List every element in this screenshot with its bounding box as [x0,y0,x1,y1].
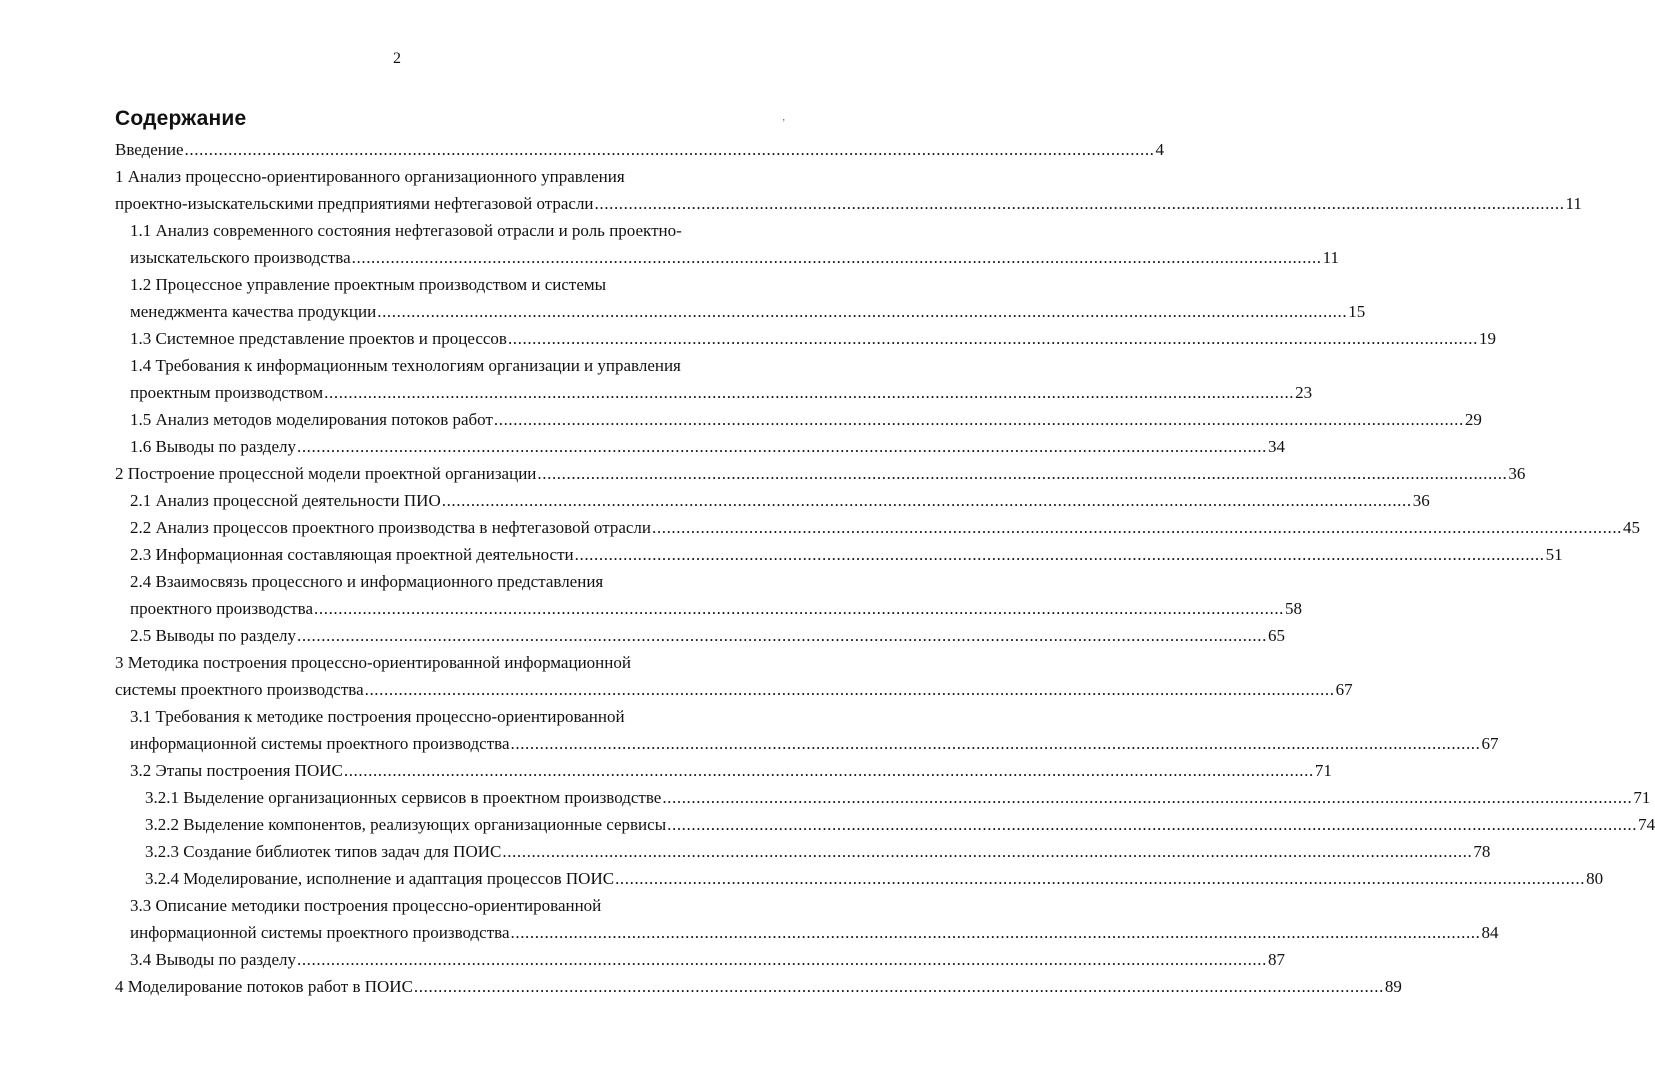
toc-entry [115,460,1526,487]
toc-entry-text: 1.6 Выводы по разделу [130,437,296,456]
toc-entry-page: 11 [1565,194,1582,213]
toc-entry-text: 2.1 Анализ процессной деятельности ПИО [130,491,441,510]
toc-entry-text: 3.2.1 Выделение организационных сервисов в проектном производстве [145,788,662,807]
toc-entry-text: 3.2.3 Создание библиотек типов задач для ПОИС [145,842,502,861]
toc-entry [130,568,1303,622]
toc-entry [130,433,1285,460]
dot-leader: ........................................................................................................................................................................................................ [377,302,1348,321]
toc-entry-page: 74 [1638,815,1655,834]
dot-leader: ........................................................................................................................................................................................................ [594,194,1565,213]
toc-entry-text: 3.2.4 Моделирование, исполнение и адаптация процессов ПОИС [145,869,615,888]
toc-entry-page: 58 [1285,599,1303,618]
dot-leader: ........................................................................................................................................................................................................ [574,545,1545,564]
toc-entry-page: 71 [1633,788,1651,807]
toc-entry [130,622,1285,649]
toc-entry-text: системы проектного производства [115,680,364,699]
toc-entry-text: 4 Моделирование потоков работ в ПОИС [115,977,413,996]
toc-entry-page: 89 [1384,977,1402,996]
toc-entry-text: 2.2 Анализ процессов проектного производства в нефтегазовой отрасли [130,518,652,537]
toc-entry-text: проектно-изыскательскими предприятиями нефтегазовой отрасли [115,194,594,213]
toc-entry-page: 71 [1314,761,1332,780]
toc-entry [115,136,1165,163]
dot-leader: ........................................................................................................................................................................................................ [652,518,1623,537]
dot-leader: ........................................................................................................................................................................................................ [493,410,1464,429]
toc-entry [130,325,1496,352]
toc-entry-text: 1 Анализ процессно-ориентированного организационного управления [115,167,625,186]
toc-entry-page: 19 [1478,329,1496,348]
toc-entry-text: 2.5 Выводы по разделу [130,626,296,645]
toc-entry-text: 1.2 Процессное управление проектным производством и системы [130,275,607,294]
toc-entry [130,541,1563,568]
toc-entry [130,217,1340,271]
toc-entry-text: 2 Построение процессной модели проектной организации [115,464,537,483]
toc-entry [115,973,1402,1000]
table-of-contents [0,136,1655,1000]
toc-entry [145,784,1651,811]
toc-entry-page: 87 [1267,950,1285,969]
dot-leader: ........................................................................................................................................................................................................ [667,815,1638,834]
toc-entry-page: 45 [1623,518,1641,537]
toc-entry-text: информационной системы проектного производства [130,923,510,942]
toc-entry-text: 3.2.2 Выделение компонентов, реализующих организационные сервисы [145,815,667,834]
toc-entry [130,946,1285,973]
toc-entry [130,892,1499,946]
dot-leader: ........................................................................................................................................................................................................ [510,734,1481,753]
dot-leader: ........................................................................................................................................................................................................ [314,599,1285,618]
toc-entry-text: проектным производством [130,383,324,402]
toc-entry-page: 78 [1473,842,1491,861]
dot-leader: ........................................................................................................................................................................................................ [296,437,1267,456]
dot-leader: ........................................................................................................................................................................................................ [510,923,1481,942]
dot-leader: ........................................................................................................................................................................................................ [662,788,1633,807]
toc-entry [130,271,1366,325]
toc-entry-page: 34 [1267,437,1285,456]
toc-entry-page: 80 [1586,869,1604,888]
dot-leader: ........................................................................................................................................................................................................ [364,680,1335,699]
toc-entry-text: 3 Методика построения процессно-ориентированной информационной [115,653,631,672]
toc-entry-text: 1.4 Требования к информационным технологиям организации и управления [130,356,681,375]
toc-entry-page: 11 [1322,248,1340,267]
toc-entry [130,757,1332,784]
toc-entry [145,865,1604,892]
toc-entry [115,163,1582,217]
dot-leader: ........................................................................................................................................................................................................ [351,248,1322,267]
dot-leader: ........................................................................................................................................................................................................ [441,491,1412,510]
toc-title: Содержание [115,107,247,130]
page-number: 2 [393,50,401,67]
toc-entry-page: 23 [1295,383,1313,402]
toc-entry-text: информационной системы проектного производства [130,734,510,753]
dot-leader: ........................................................................................................................................................................................................ [507,329,1478,348]
toc-entry [130,406,1482,433]
toc-entry-page: 65 [1267,626,1285,645]
toc-entry [145,838,1491,865]
toc-entry-page: 4 [1155,140,1165,159]
dot-leader: ........................................................................................................................................................................................................ [413,977,1384,996]
toc-entry-page: 15 [1348,302,1366,321]
toc-entry-page: 67 [1335,680,1353,699]
toc-entry [130,487,1430,514]
toc-entry-text: 3.3 Описание методики построения процессно-ориентированной [130,896,602,915]
dot-leader: ........................................................................................................................................................................................................ [324,383,1295,402]
toc-entry-text: менеджмента качества продукции [130,302,377,321]
toc-entry-text: изыскательского производства [130,248,351,267]
toc-entry-page: 51 [1545,545,1563,564]
toc-entry [130,352,1313,406]
dot-leader: ........................................................................................................................................................................................................ [502,842,1473,861]
dot-leader: ........................................................................................................................................................................................................ [184,140,1155,159]
dot-leader: ........................................................................................................................................................................................................ [615,869,1586,888]
dot-leader: ........................................................................................................................................................................................................ [296,950,1267,969]
toc-entry-text: Введение [115,140,184,159]
toc-entry-text: 1.1 Анализ современного состояния нефтегазовой отрасли и роль проектно- [130,221,682,240]
dot-leader: ........................................................................................................................................................................................................ [537,464,1508,483]
toc-entry [130,514,1641,541]
toc-entry-text: 2.4 Взаимосвязь процессного и информационного представления [130,572,604,591]
dot-leader: ........................................................................................................................................................................................................ [343,761,1314,780]
toc-entry-text: 3.2 Этапы построения ПОИС [130,761,343,780]
toc-entry-page: 36 [1508,464,1526,483]
toc-entry-page: 36 [1412,491,1430,510]
toc-entry-text: 3.1 Требования к методике построения процессно-ориентированной [130,707,625,726]
toc-entry [130,703,1499,757]
toc-entry-page: 84 [1481,923,1499,942]
toc-entry-text: 1.5 Анализ методов моделирования потоков работ [130,410,493,429]
toc-entry [145,811,1655,838]
dot-leader: ........................................................................................................................................................................................................ [296,626,1267,645]
toc-entry-text: 1.3 Системное представление проектов и процессов [130,329,507,348]
toc-entry-text: 3.4 Выводы по разделу [130,950,296,969]
toc-entry-page: 67 [1481,734,1499,753]
toc-entry [115,649,1353,703]
toc-entry-text: 2.3 Информационная составляющая проектной деятельности [130,545,574,564]
scan-mark: ’ [782,118,786,129]
toc-entry-page: 29 [1464,410,1482,429]
toc-entry-text: проектного производства [130,599,314,618]
